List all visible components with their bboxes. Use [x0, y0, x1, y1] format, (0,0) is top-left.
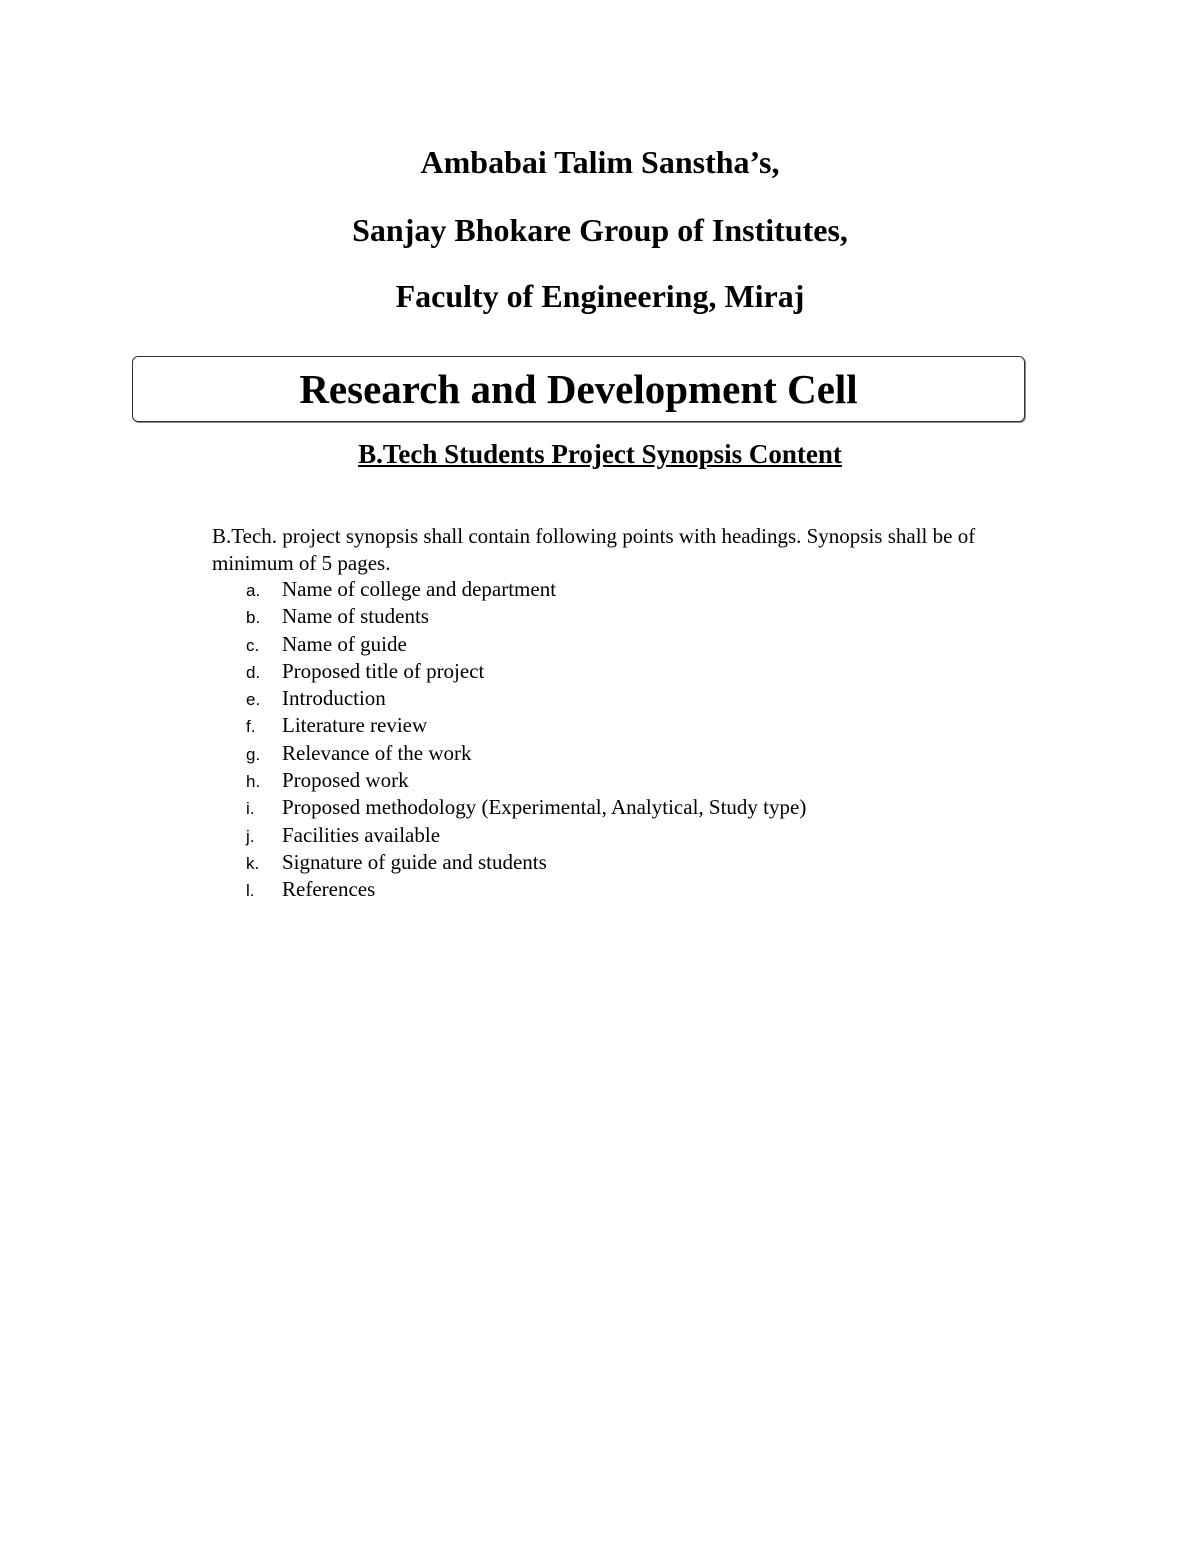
list-marker: f. [246, 717, 256, 737]
list-marker: b. [246, 608, 261, 628]
list-item-text: Introduction [282, 686, 386, 711]
subtitle: B.Tech Students Project Synopsis Content [358, 439, 842, 469]
list-item-text: Literature review [282, 713, 428, 738]
list-item-text: Relevance of the work [282, 740, 472, 765]
list-item [246, 712, 806, 739]
list-marker: e. [246, 690, 261, 710]
list-item-text: References [282, 877, 376, 902]
title-box [132, 356, 1025, 422]
header-trust-name: Ambabai Talim Sanstha’s, [420, 144, 780, 180]
list-item [246, 685, 806, 712]
list-item-text: Facilities available [282, 822, 441, 847]
list-item [246, 849, 806, 876]
list-marker: h. [246, 772, 261, 792]
list-item-text: Proposed methodology (Experimental, Analytical, Study type) [282, 795, 807, 820]
header-group-name: Sanjay Bhokare Group of Institutes, [352, 212, 848, 248]
list-item [246, 631, 806, 658]
box-title: Research and Development Cell [299, 366, 858, 412]
list-item [246, 822, 806, 849]
list-item [246, 794, 806, 821]
list-marker: k. [246, 853, 260, 873]
list-marker: d. [246, 662, 261, 682]
list-item [246, 876, 806, 903]
list-item [246, 576, 806, 603]
content-list [246, 576, 806, 904]
list-marker: l. [246, 881, 255, 901]
list-item [246, 740, 806, 767]
list-item [246, 603, 806, 630]
list-marker: c. [246, 635, 260, 655]
list-item-text: Name of college and department [282, 577, 557, 601]
intro-paragraph: B.Tech. project synopsis shall contain following points with headings. Synopsis shall be of minimum of 5 pages. [212, 524, 976, 575]
list-item-text: Name of students [282, 604, 429, 629]
header-faculty-name: Faculty of Engineering, Miraj [395, 278, 805, 314]
list-item-text: Proposed title of project [282, 658, 485, 683]
list-marker: j. [246, 826, 255, 846]
list-item-text: Signature of guide and students [282, 849, 547, 874]
list-item [246, 658, 806, 685]
list-marker: g. [246, 744, 261, 764]
list-item-text: Name of guide [282, 631, 407, 656]
list-marker: i. [246, 799, 255, 819]
list-marker: a. [246, 581, 261, 600]
list-item [246, 767, 806, 794]
list-item-text: Proposed work [282, 768, 409, 793]
